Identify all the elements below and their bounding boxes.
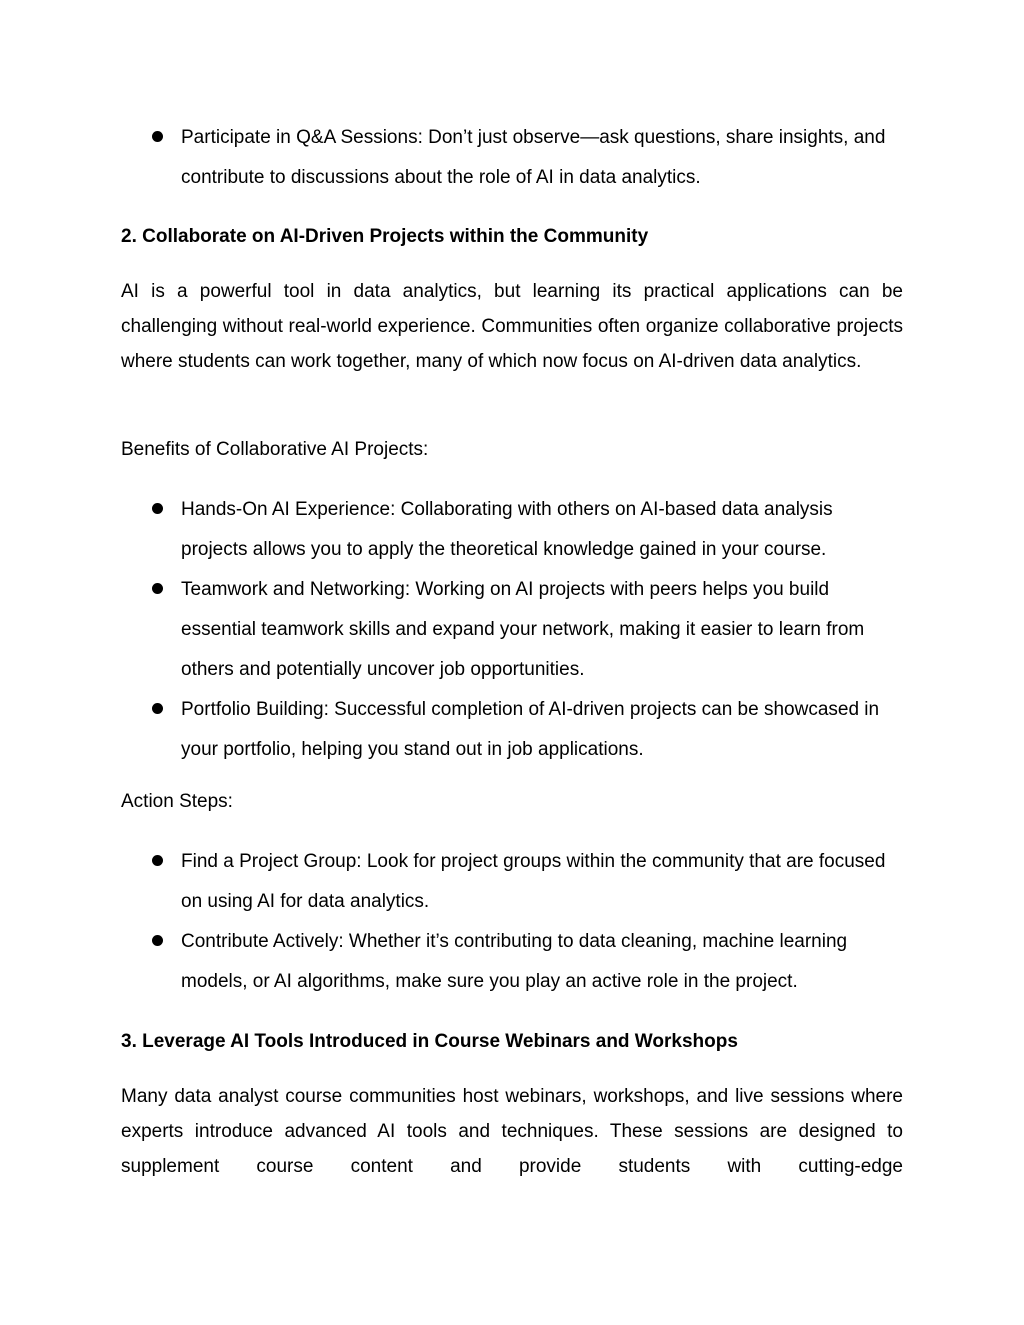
benefits-label-wrap [121,432,903,467]
bullet-icon [152,503,163,514]
bullet-icon [152,703,163,714]
benefits-list [121,490,903,770]
list-item [121,842,903,922]
list-item-text: Participate in Q&A Sessions: Don’t just observe—ask questions, share insights, and contribute to discussions about the role of AI in data analytics. [181,127,886,188]
list-item-text: Hands-On AI Experience: Collaborating with others on AI-based data analysis projects allows you to apply the theoretical knowledge gained in your course. [181,499,833,560]
list-item [121,490,903,570]
section-3-intro-wrap [121,1079,903,1184]
paragraph: Many data analyst course communities host webinars, workshops, and live sessions where experts introduce advanced AI tools and techniques. These sessions are designed to supplement course content and provide students with cutting-edge [121,1086,903,1177]
list-item [121,690,903,770]
section-2-heading-wrap [121,225,903,249]
subheading-label: Action Steps: [121,791,233,812]
list-item-text: Contribute Actively: Whether it’s contributing to data cleaning, machine learning models, or AI algorithms, make sure you play an active role in the project. [181,931,848,992]
list-item [121,570,903,690]
subheading-label: Benefits of Collaborative AI Projects: [121,439,429,460]
list-item-text: Find a Project Group: Look for project groups within the community that are focused on using AI for data analytics. [181,851,886,912]
section-3-heading-wrap [121,1030,903,1054]
list-item [121,118,903,198]
list-item-text: Teamwork and Networking: Working on AI projects with peers helps you build essential teamwork skills and expand your network, making it easier to learn from others and potentially uncover job opportunities. [181,579,865,680]
section-heading: 2. Collaborate on AI-Driven Projects within the Community [121,226,649,247]
list-item [121,922,903,1002]
bullet-icon [152,131,163,142]
top-bullet-list [121,118,903,198]
section-2-intro-wrap [121,274,903,379]
bullet-icon [152,935,163,946]
section-heading: 3. Leverage AI Tools Introduced in Course Webinars and Workshops [121,1031,738,1052]
paragraph: AI is a powerful tool in data analytics, but learning its practical applications can be challenging without real-world experience. Communities often organize collaborative projects where students can work together, many of which now focus on AI-driven data analytics. [121,281,903,372]
action-label-wrap [121,784,903,819]
action-list [121,842,903,1002]
list-item-text: Portfolio Building: Successful completion of AI-driven projects can be showcased in your portfolio, helping you stand out in job applications. [181,699,880,760]
bullet-icon [152,855,163,866]
bullet-icon [152,583,163,594]
